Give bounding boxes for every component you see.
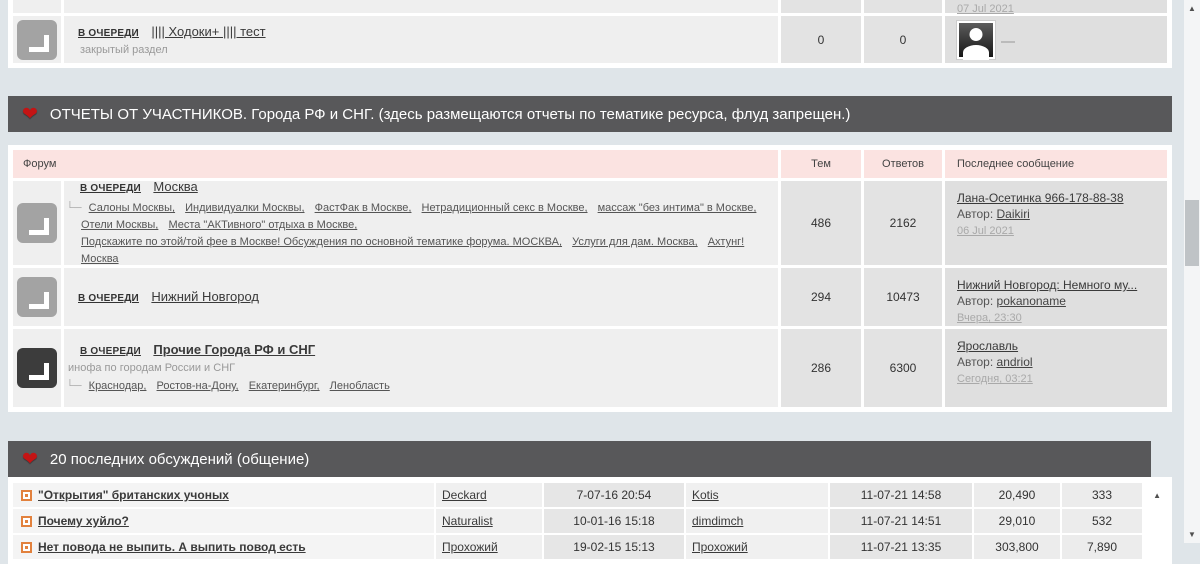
replies-count: 7,890 — [1062, 535, 1142, 559]
forum-link[interactable]: |||| Ходоки+ |||| тест — [151, 24, 266, 39]
replies-count: 6300 — [864, 329, 942, 407]
last-post-date-link[interactable]: 07 Jul 2021 — [957, 3, 1014, 15]
subforum-link[interactable]: ФастФак в Москве, — [314, 202, 412, 214]
last-post-date-link[interactable]: Вчера, 23:30 — [957, 312, 1022, 324]
column-header-replies: Ответов — [864, 150, 942, 178]
topic-icon — [21, 490, 32, 501]
forum-status-icon — [17, 203, 57, 243]
avatar[interactable] — [957, 21, 995, 59]
queue-badge-link[interactable]: В ОЧЕРЕДИ — [78, 28, 139, 39]
subforum-link[interactable]: Салоны Москвы, — [88, 202, 176, 214]
subforum-link[interactable]: Отели Москвы, — [81, 219, 159, 231]
replies-count: 532 — [1062, 509, 1142, 533]
topic-title-link[interactable]: "Открытия" британских учоных — [38, 488, 229, 502]
scrollbar-thumb[interactable] — [1185, 200, 1199, 266]
last-post-date-link[interactable]: 06 Jul 2021 — [957, 225, 1014, 237]
page-scrollbar[interactable] — [1184, 0, 1200, 543]
replies-count: 10473 — [864, 268, 942, 326]
topics-count: 0 — [781, 16, 861, 63]
views-count: 303,800 — [974, 535, 1060, 559]
start-date: 7-07-16 20:54 — [544, 483, 684, 507]
subforum-link[interactable]: Ростов-на-Дону, — [156, 380, 239, 392]
subforum-link[interactable]: Нетрадиционный секс в Москве, — [421, 202, 588, 214]
heart-icon: ❤ — [22, 103, 38, 125]
subforum-link[interactable]: Услуги для дам. Москва, — [572, 236, 698, 248]
discussions-section — [8, 441, 1172, 564]
starter-link[interactable]: Naturalist — [442, 514, 493, 528]
queue-badge-link[interactable]: В ОЧЕРЕДИ — [80, 183, 141, 194]
table-row — [13, 329, 1167, 407]
subforum-link[interactable]: массаж "без интима" в Москве, — [597, 202, 757, 214]
topic-title-link[interactable]: Нет повода не выпить. А выпить повод есть — [38, 540, 306, 554]
start-date: 10-01-16 15:18 — [544, 509, 684, 533]
topics-count: 286 — [781, 329, 861, 407]
table-header-row — [13, 150, 1167, 178]
start-date: 19-02-15 15:13 — [544, 535, 684, 559]
replies-count: 333 — [1062, 483, 1142, 507]
forum-description: инофа по городам России и СНГ — [68, 362, 236, 374]
section-title: ОТЧЕТЫ ОТ УЧАСТНИКОВ. Города РФ и СНГ. (здесь размещаются отчеты по тематике ресурса, флуд запрещен.) — [49, 105, 851, 123]
forum-link[interactable]: Москва — [153, 179, 198, 194]
topic-icon — [21, 542, 32, 553]
forum-description: закрытый раздел — [80, 44, 168, 56]
column-header-topics: Тем — [781, 150, 861, 178]
views-count: 29,010 — [974, 509, 1060, 533]
topics-count: 294 — [781, 268, 861, 326]
last-poster-link[interactable]: Прохожий — [692, 540, 748, 554]
author-link[interactable]: pokanoname — [996, 294, 1066, 308]
forum-status-icon — [17, 20, 57, 60]
table-row — [13, 0, 1167, 13]
starter-link[interactable]: Deckard — [442, 488, 487, 502]
topic-title-link[interactable]: Почему хуйло? — [38, 514, 129, 528]
column-header-forum: Форум — [13, 150, 778, 178]
subforum-link[interactable]: Ахтунг! Москва — [81, 236, 745, 265]
last-poster-link[interactable]: dimdimch — [692, 514, 744, 528]
scrollbar-down-button[interactable]: ▼ — [1188, 530, 1196, 539]
author-label: Автор: — [957, 355, 994, 369]
reports-forum-table — [8, 145, 1172, 412]
last-post-time: 11-07-21 14:51 — [830, 509, 972, 533]
forum-link[interactable]: Нижний Новгород — [151, 289, 260, 304]
branch-icon: └─ — [66, 380, 82, 392]
views-count: 20,490 — [974, 483, 1060, 507]
subforum-link[interactable]: Подскажите по этой/той фее в Москве! Обсуждения по основной тематике форума. МОСКВА, — [81, 236, 563, 248]
discussions-table — [8, 477, 1172, 564]
last-post-title-link[interactable]: Нижний Новгород: Немного му... — [957, 278, 1138, 292]
last-post-title-link[interactable]: Лана-Осетинка 966-178-88-38 — [957, 191, 1124, 205]
topic-icon — [21, 516, 32, 527]
section-header-discussions — [8, 441, 1151, 477]
list-scroll-up-button[interactable]: ▲ — [1153, 491, 1161, 500]
discussion-row — [13, 535, 1167, 559]
starter-link[interactable]: Прохожий — [442, 540, 498, 554]
discussion-row — [13, 483, 1167, 507]
replies-count: 0 — [864, 16, 942, 63]
last-post-title-link[interactable]: Ярославль — [957, 339, 1019, 353]
heart-icon: ❤ — [22, 448, 38, 470]
table-row — [13, 268, 1167, 326]
subforum-link[interactable]: Места "АКТивного" отдыха в Москве, — [168, 219, 358, 231]
author-label: Автор: — [957, 294, 994, 308]
subforum-link[interactable]: Ленобласть — [329, 380, 390, 392]
replies-count: 2162 — [864, 181, 942, 265]
queue-forum-table — [8, 0, 1172, 68]
table-row — [13, 181, 1167, 265]
subforum-link[interactable]: Индивидуалки Москвы, — [185, 202, 305, 214]
table-row — [13, 16, 1167, 63]
section-header-reports — [8, 96, 1172, 132]
forum-status-icon-new — [17, 348, 57, 388]
scrollbar-up-button[interactable]: ▲ — [1188, 4, 1196, 13]
last-post-date-link[interactable]: Сегодня, 03:21 — [957, 373, 1033, 385]
avatar-name-dash — [1001, 41, 1015, 43]
subforum-link[interactable]: Краснодар, — [88, 380, 147, 392]
queue-badge-link[interactable]: В ОЧЕРЕДИ — [80, 346, 141, 357]
branch-icon: └─ — [66, 202, 82, 214]
author-link[interactable]: andriol — [996, 355, 1033, 369]
discussion-row — [13, 509, 1167, 533]
last-post-time: 11-07-21 13:35 — [830, 535, 972, 559]
subforum-link[interactable]: Екатеринбург, — [248, 380, 320, 392]
forum-status-icon — [17, 277, 57, 317]
last-poster-link[interactable]: Kotis — [692, 488, 719, 502]
last-post-time: 11-07-21 14:58 — [830, 483, 972, 507]
queue-badge-link[interactable]: В ОЧЕРЕДИ — [78, 293, 139, 304]
author-label: Автор: — [957, 207, 994, 221]
section-title: 20 последних обсуждений (общение) — [49, 450, 310, 468]
topics-count: 486 — [781, 181, 861, 265]
forum-link[interactable]: Прочие Города РФ и СНГ — [153, 342, 316, 357]
page-content — [8, 0, 1172, 564]
column-header-last-post: Последнее сообщение — [945, 150, 1167, 178]
author-link[interactable]: Daikiri — [996, 207, 1030, 221]
